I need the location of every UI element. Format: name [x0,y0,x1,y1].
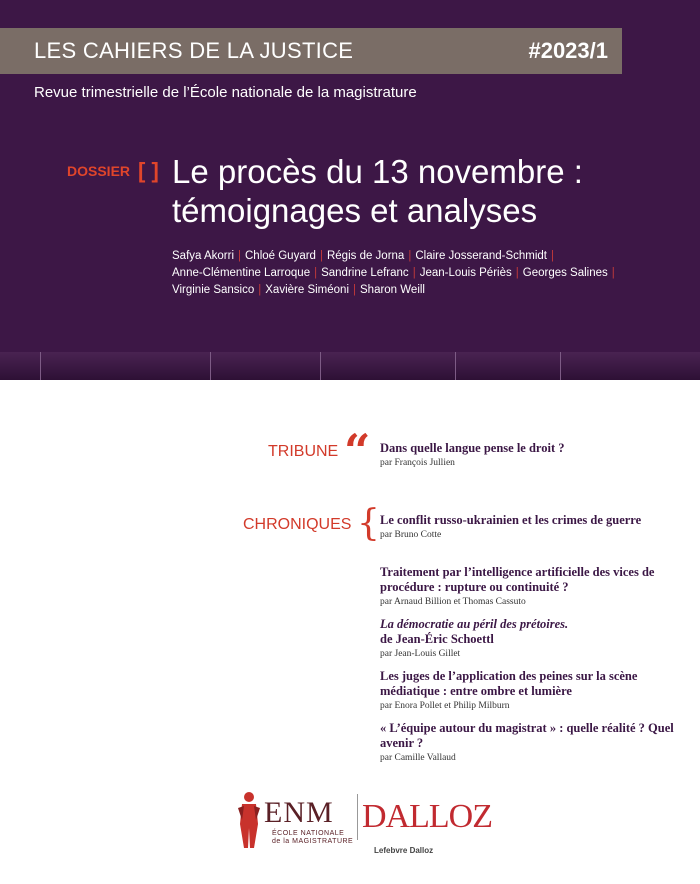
brace-icon: { [357,503,380,544]
article-author: par François Jullien [380,458,455,468]
article-author: par Jean-Louis Gillet [380,649,461,659]
article-author: par Bruno Cotte [380,530,442,540]
author-name: Anne-Clémentine Larroque [172,267,311,279]
publisher-logos [236,790,492,860]
lefebvre-dalloz-label: Lefebvre Dalloz [374,846,434,855]
author-name: Georges Salines [522,267,608,279]
dalloz-logo: DALLOZ [362,798,492,835]
author-separator: | [314,267,318,279]
chronique-entry [380,617,680,659]
authors-line [172,248,632,265]
decorative-stripe [0,352,700,380]
author-name: Régis de Jorna [326,250,405,262]
dossier-bracket-icon: [ ] [138,158,159,183]
tribune-label: TRIBUNE [268,443,339,460]
author-separator: | [238,250,241,262]
logo-divider [357,794,358,840]
article-title: Dans quelle langue pense le droit ? [380,441,565,455]
chroniques-label: CHRONIQUES [243,516,352,533]
dossier-title-line2: témoignages et analyses [172,192,538,229]
author-name: Xavière Siméoni [265,284,349,296]
stripe-line [210,352,211,380]
author-separator: | [611,267,615,279]
article-title [380,617,680,647]
article-author: par Camille Vallaud [380,753,456,763]
stripe-line [40,352,41,380]
journal-subtitle: Revue trimestrielle de l’École nationale de la magistrature [34,84,417,101]
author-name: Chloé Guyard [245,250,316,262]
stripe-line [560,352,561,380]
author-name: Virginie Sansico [172,284,255,296]
book-author: de Jean-Éric Schoettl [380,632,494,646]
dossier-title-line1: Le procès du 13 novembre : [172,153,583,190]
article-title: « L’équipe autour du magistrat » : quelle réalité ? Quel avenir ? [380,721,674,750]
cover-header [0,0,700,380]
author-name: Safya Akorri [172,250,234,262]
journal-title: LES CAHIERS DE LA JUSTICE [34,38,354,63]
article-title: Les juges de l’application des peines sur la scène médiatique : entre ombre et lumière [380,669,638,698]
enm-logo: ENM [264,796,334,829]
article-title: Traitement par l’intelligence artificielle des vices de procédure : rupture ou continuité ? [380,565,655,594]
author-name: Sandrine Lefranc [321,267,409,279]
author-separator: | [353,284,356,296]
author-name: Sharon Weill [360,284,425,296]
authors-line [172,265,632,282]
dossier-label: DOSSIER [67,163,131,179]
stripe-line [455,352,456,380]
enm-figure-icon [236,790,262,850]
author-name: Claire Josserand-Schmidt [415,250,547,262]
dossier-title [172,152,583,230]
enm-subtitle [272,830,353,846]
article-author: par Enora Pollet et Philip Milburn [380,701,510,711]
quote-icon: “ [344,424,371,478]
chronique-entry [380,721,680,763]
author-separator: | [258,284,262,296]
stripe-line [320,352,321,380]
tribune-entry [380,441,680,468]
authors-line [172,282,632,299]
author-separator: | [412,267,416,279]
author-separator: | [319,250,323,262]
enm-subtitle-line1: ÉCOLE NATIONALE [272,830,345,837]
book-title: La démocratie au péril des prétoires. [380,617,569,631]
issue-number: #2023/1 [528,38,608,63]
enm-subtitle-line2: de la MAGISTRATURE [272,838,354,845]
author-separator: | [551,250,554,262]
author-separator: | [515,267,519,279]
chronique-entry [380,565,680,607]
author-name: Jean-Louis Périès [419,267,512,279]
chronique-entry [380,513,680,540]
article-title: Le conflit russo-ukrainien et les crimes de guerre [380,513,642,527]
chronique-entry [380,669,680,711]
article-author: par Arnaud Billion et Thomas Cassuto [380,597,526,607]
author-separator: | [408,250,412,262]
dossier-authors [172,248,632,299]
